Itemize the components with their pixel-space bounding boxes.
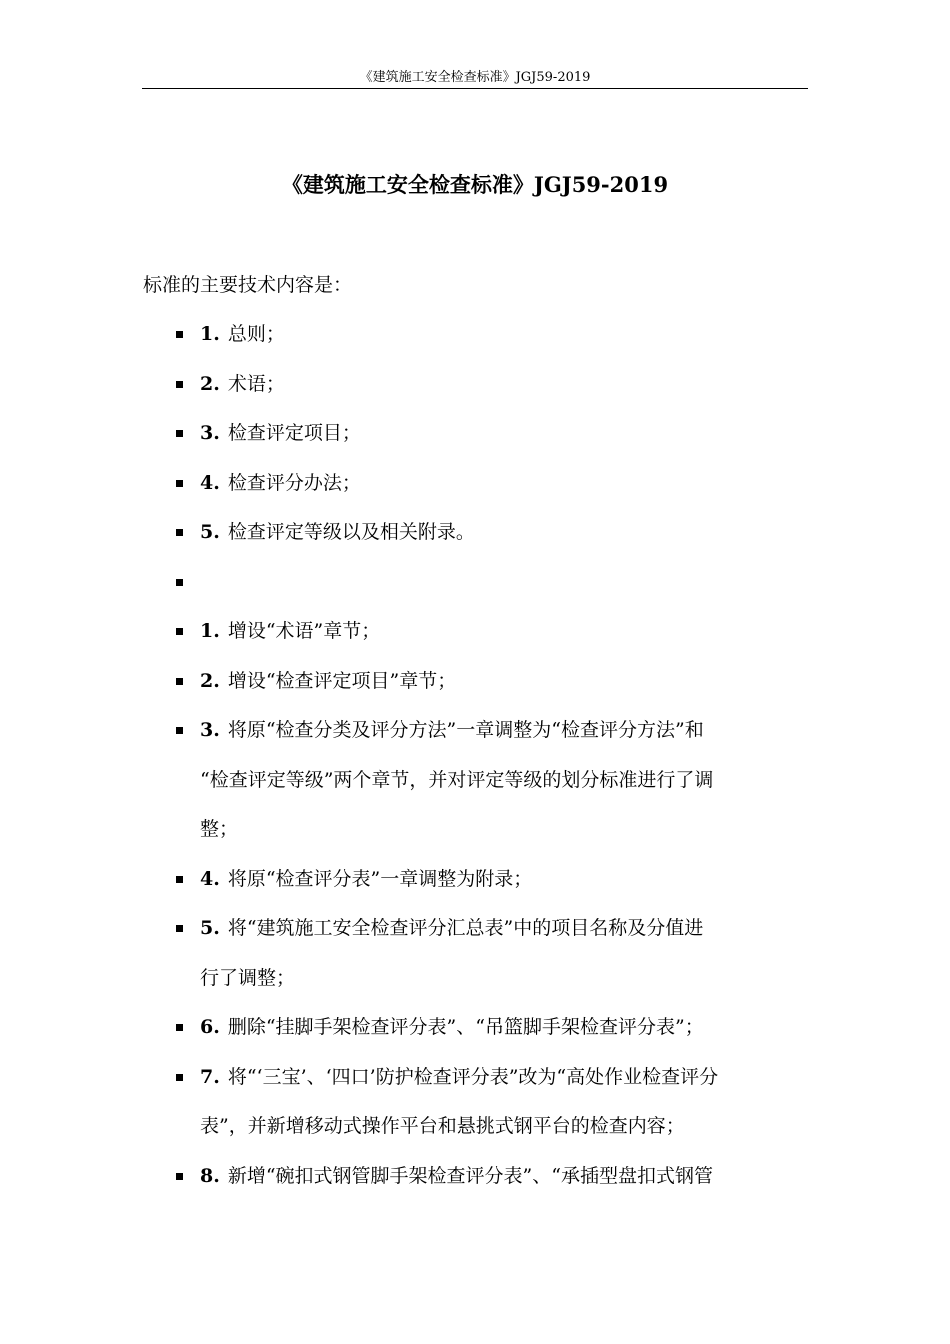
list-item-text — [200, 855, 812, 905]
list-item-line: 7. 将“‘三宝’、‘四口’防护检查评分表”改为“高处作业检查评分 — [200, 1065, 719, 1088]
bullet-marker — [176, 727, 183, 734]
list-item-number: 8. — [200, 1164, 220, 1187]
list-item-text — [200, 409, 812, 459]
list-item-line: 3. 将原“检查分类及评分方法”一章调整为“检查评分方法”和 — [200, 719, 704, 741]
list-item-number: 7. — [200, 1065, 220, 1088]
list-item-line: 2. 术语； — [200, 372, 285, 395]
list-item-line: 8. 新增“碗扣式钢管脚手架检查评分表”、“承插型盘扣式钢管 — [200, 1164, 713, 1187]
bullet-marker — [176, 1024, 183, 1031]
list-item-text — [200, 310, 812, 360]
bullet-marker — [176, 579, 183, 586]
list-item-text — [200, 657, 812, 707]
list-item-line: 整； — [200, 818, 239, 840]
list-item-text — [200, 508, 812, 558]
list-item-line: 行了调整； — [200, 966, 296, 989]
list-item-line: 2. 增设“检查评定项目”章节； — [200, 669, 457, 692]
list-item-number: 2. — [200, 669, 220, 692]
list-item-number: 4. — [200, 471, 220, 494]
list-item-text — [200, 706, 812, 855]
list-item-number: 3. — [200, 422, 220, 444]
running-header: 《建筑施工安全检查标准》JGJ59-2019 — [359, 70, 591, 85]
list-item-number: 1. — [200, 323, 220, 345]
list-item-text — [200, 1053, 812, 1152]
list-item-line: 5. 检查评定等级以及相关附录。 — [200, 521, 475, 543]
list-item-text — [200, 607, 812, 657]
list-item-line: 1. 总则； — [200, 323, 285, 345]
bullet-marker — [176, 678, 183, 685]
list-item-number: 6. — [200, 1016, 220, 1038]
list-item-line: 表”，并新增移动式操作平台和悬挑式钢平台的检查内容； — [200, 1115, 685, 1137]
list-item-text — [200, 1152, 812, 1202]
bullet-marker — [176, 331, 183, 338]
header-rule — [142, 88, 808, 89]
document-title: 《建筑施工安全检查标准》JGJ59-2019 — [281, 172, 669, 197]
list-item-line: 1. 增设“术语”章节； — [200, 620, 381, 642]
bullet-marker — [176, 529, 183, 536]
bullet-marker — [176, 1074, 183, 1081]
bullet-marker — [176, 925, 183, 932]
intro-paragraph: 标准的主要技术内容是： — [143, 274, 353, 296]
list-item-text — [200, 459, 812, 509]
bullet-marker — [176, 1173, 183, 1180]
list-item-number: 4. — [200, 867, 220, 890]
bullet-marker — [176, 876, 183, 883]
list-item-number: 5. — [200, 917, 220, 939]
list-item-line: 4. 将原“检查评分表”一章调整为附录； — [200, 867, 533, 890]
list-item-line: “检查评定等级”两个章节，并对评定等级的划分标准进行了调 — [200, 768, 714, 791]
list-item-text — [200, 904, 812, 1003]
list-item-text — [200, 1003, 812, 1053]
list-item-number: 2. — [200, 372, 220, 395]
bullet-marker — [176, 381, 183, 388]
list-item-number: 1. — [200, 620, 220, 642]
bullet-marker — [176, 430, 183, 437]
list-item-line: 6. 删除“挂脚手架检查评分表”、“吊篮脚手架检查评分表”； — [200, 1016, 704, 1038]
list-item-text — [200, 360, 812, 410]
list-item-number: 5. — [200, 521, 220, 543]
list-item-line: 4. 检查评分办法； — [200, 471, 361, 494]
list-item-line: 5. 将“建筑施工安全检查评分汇总表”中的项目名称及分值进 — [200, 917, 704, 939]
bullet-marker — [176, 628, 183, 635]
list-item-line: 3. 检查评定项目； — [200, 422, 361, 444]
list-item-number: 3. — [200, 719, 220, 741]
bullet-marker — [176, 480, 183, 487]
